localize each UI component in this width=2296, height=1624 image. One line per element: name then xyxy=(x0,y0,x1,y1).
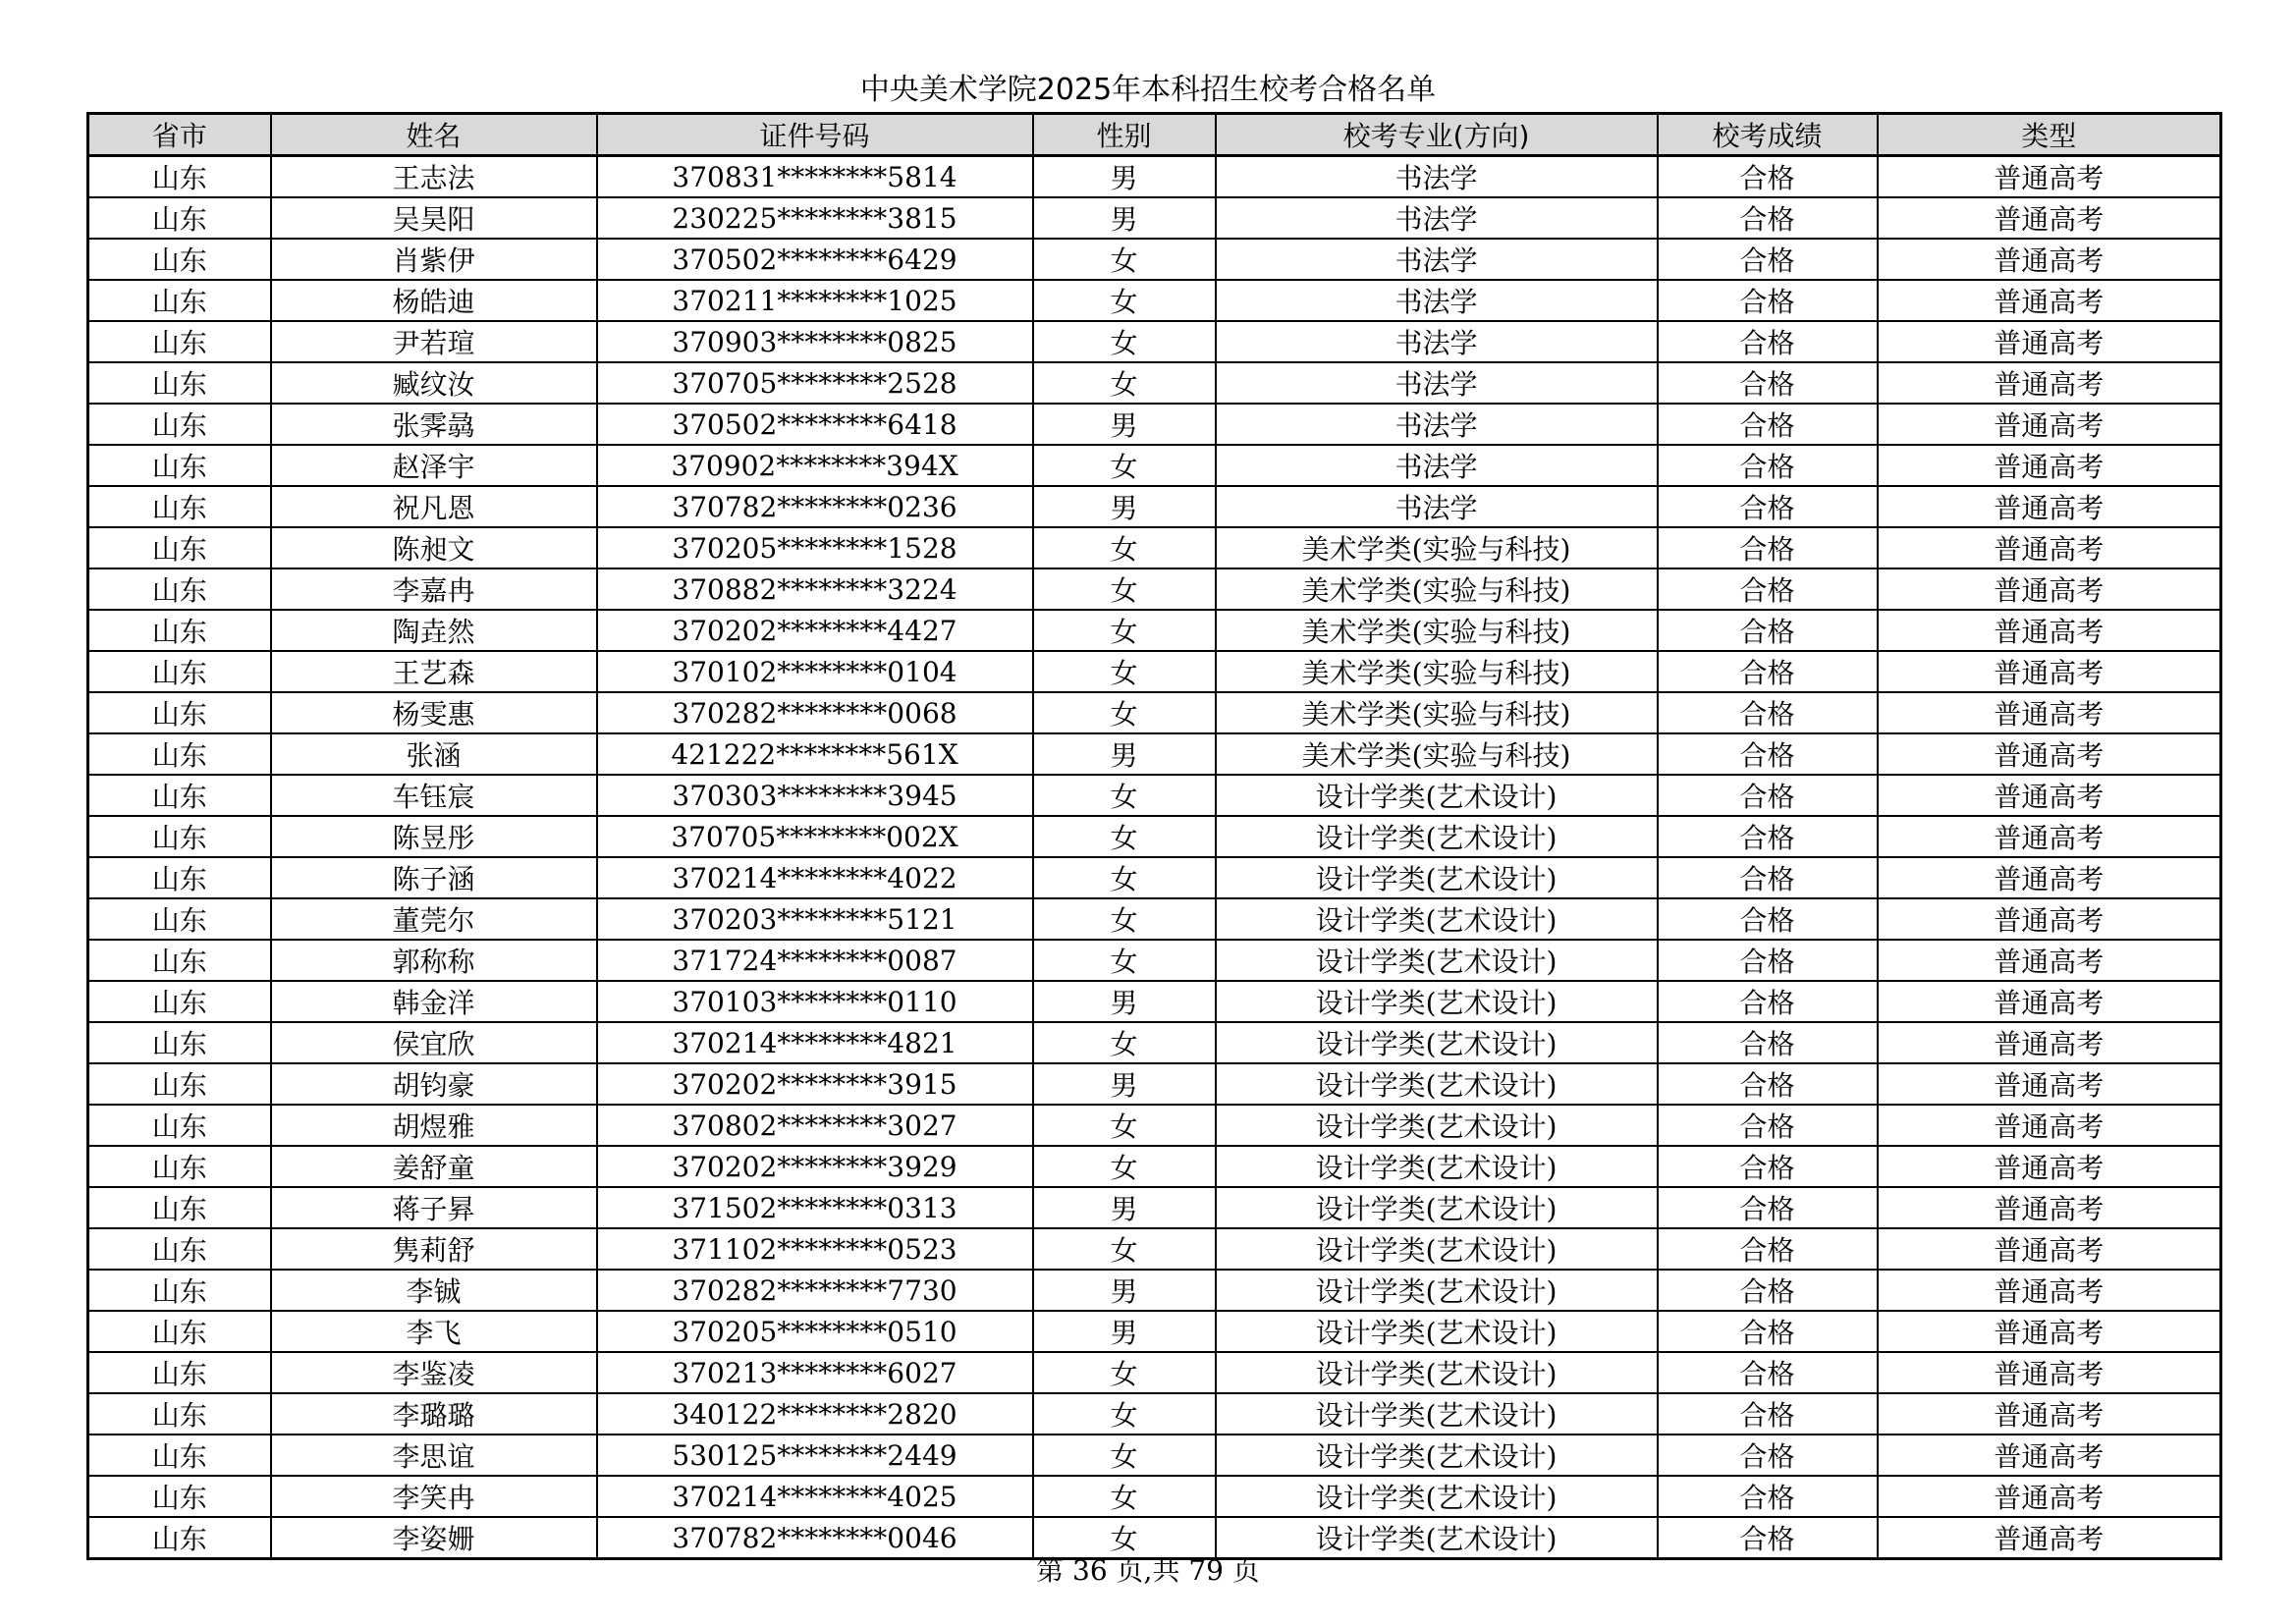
column-header-id-number: 证件号码 xyxy=(597,114,1033,156)
result-cell: 合格 xyxy=(1658,1063,1878,1105)
name-cell: 王艺森 xyxy=(271,651,597,692)
table-row xyxy=(88,239,2221,280)
id-number-cell: 370282********7730 xyxy=(597,1270,1033,1311)
major-cell: 书法学 xyxy=(1216,156,1658,198)
major-cell: 设计学类(艺术设计) xyxy=(1216,1187,1658,1228)
result-cell: 合格 xyxy=(1658,362,1878,404)
table-row xyxy=(88,651,2221,692)
province-cell: 山东 xyxy=(88,898,271,940)
gender-cell: 女 xyxy=(1033,1105,1216,1146)
major-cell: 设计学类(艺术设计) xyxy=(1216,1393,1658,1435)
result-cell: 合格 xyxy=(1658,527,1878,568)
name-cell: 陶垚然 xyxy=(271,610,597,651)
province-cell: 山东 xyxy=(88,362,271,404)
province-cell: 山东 xyxy=(88,1105,271,1146)
result-cell: 合格 xyxy=(1658,775,1878,816)
table-row xyxy=(88,197,2221,239)
type-cell: 普通高考 xyxy=(1878,1393,2221,1435)
table-row xyxy=(88,486,2221,527)
province-cell: 山东 xyxy=(88,981,271,1022)
result-cell: 合格 xyxy=(1658,404,1878,445)
gender-cell: 女 xyxy=(1033,651,1216,692)
type-cell: 普通高考 xyxy=(1878,1022,2221,1063)
major-cell: 设计学类(艺术设计) xyxy=(1216,1022,1658,1063)
result-cell: 合格 xyxy=(1658,857,1878,898)
type-cell: 普通高考 xyxy=(1878,1517,2221,1559)
name-cell: 李璐璐 xyxy=(271,1393,597,1435)
province-cell: 山东 xyxy=(88,1352,271,1393)
name-cell: 吴昊阳 xyxy=(271,197,597,239)
type-cell: 普通高考 xyxy=(1878,898,2221,940)
result-cell: 合格 xyxy=(1658,981,1878,1022)
gender-cell: 女 xyxy=(1033,940,1216,981)
table-row xyxy=(88,1105,2221,1146)
province-cell: 山东 xyxy=(88,568,271,610)
name-cell: 胡煜雅 xyxy=(271,1105,597,1146)
province-cell: 山东 xyxy=(88,527,271,568)
column-header-result: 校考成绩 xyxy=(1658,114,1878,156)
id-number-cell: 370214********4025 xyxy=(597,1476,1033,1517)
type-cell: 普通高考 xyxy=(1878,1352,2221,1393)
major-cell: 美术学类(实验与科技) xyxy=(1216,651,1658,692)
gender-cell: 女 xyxy=(1033,1435,1216,1476)
major-cell: 设计学类(艺术设计) xyxy=(1216,816,1658,857)
name-cell: 尹若瑄 xyxy=(271,321,597,362)
province-cell: 山东 xyxy=(88,1435,271,1476)
gender-cell: 男 xyxy=(1033,404,1216,445)
table-row xyxy=(88,445,2221,486)
result-cell: 合格 xyxy=(1658,940,1878,981)
type-cell: 普通高考 xyxy=(1878,775,2221,816)
id-number-cell: 370102********0104 xyxy=(597,651,1033,692)
province-cell: 山东 xyxy=(88,857,271,898)
major-cell: 美术学类(实验与科技) xyxy=(1216,527,1658,568)
gender-cell: 男 xyxy=(1033,486,1216,527)
result-cell: 合格 xyxy=(1658,733,1878,775)
gender-cell: 男 xyxy=(1033,197,1216,239)
table-row xyxy=(88,1311,2221,1352)
province-cell: 山东 xyxy=(88,1022,271,1063)
result-cell: 合格 xyxy=(1658,1105,1878,1146)
major-cell: 设计学类(艺术设计) xyxy=(1216,940,1658,981)
id-number-cell: 370705********2528 xyxy=(597,362,1033,404)
table-body xyxy=(88,156,2221,1559)
admission-table xyxy=(86,112,2222,1560)
gender-cell: 女 xyxy=(1033,1022,1216,1063)
province-cell: 山东 xyxy=(88,775,271,816)
gender-cell: 女 xyxy=(1033,1146,1216,1187)
province-cell: 山东 xyxy=(88,651,271,692)
type-cell: 普通高考 xyxy=(1878,816,2221,857)
type-cell: 普通高考 xyxy=(1878,486,2221,527)
name-cell: 侯宜欣 xyxy=(271,1022,597,1063)
type-cell: 普通高考 xyxy=(1878,404,2221,445)
province-cell: 山东 xyxy=(88,610,271,651)
id-number-cell: 371102********0523 xyxy=(597,1228,1033,1270)
major-cell: 书法学 xyxy=(1216,362,1658,404)
id-number-cell: 421222********561X xyxy=(597,733,1033,775)
name-cell: 蒋子昪 xyxy=(271,1187,597,1228)
name-cell: 陈子涵 xyxy=(271,857,597,898)
gender-cell: 男 xyxy=(1033,1187,1216,1228)
province-cell: 山东 xyxy=(88,1146,271,1187)
table-row xyxy=(88,404,2221,445)
name-cell: 李姿姗 xyxy=(271,1517,597,1559)
id-number-cell: 370303********3945 xyxy=(597,775,1033,816)
name-cell: 胡钧豪 xyxy=(271,1063,597,1105)
name-cell: 肖紫伊 xyxy=(271,239,597,280)
result-cell: 合格 xyxy=(1658,1476,1878,1517)
province-cell: 山东 xyxy=(88,1517,271,1559)
type-cell: 普通高考 xyxy=(1878,692,2221,733)
table-row xyxy=(88,1476,2221,1517)
name-cell: 郭称称 xyxy=(271,940,597,981)
table-row xyxy=(88,898,2221,940)
column-header-gender: 性别 xyxy=(1033,114,1216,156)
id-number-cell: 370903********0825 xyxy=(597,321,1033,362)
major-cell: 书法学 xyxy=(1216,445,1658,486)
province-cell: 山东 xyxy=(88,486,271,527)
major-cell: 设计学类(艺术设计) xyxy=(1216,775,1658,816)
table-row xyxy=(88,156,2221,198)
major-cell: 美术学类(实验与科技) xyxy=(1216,568,1658,610)
id-number-cell: 370902********394X xyxy=(597,445,1033,486)
major-cell: 书法学 xyxy=(1216,197,1658,239)
table-row xyxy=(88,1022,2221,1063)
name-cell: 赵泽宇 xyxy=(271,445,597,486)
name-cell: 祝凡恩 xyxy=(271,486,597,527)
type-cell: 普通高考 xyxy=(1878,239,2221,280)
result-cell: 合格 xyxy=(1658,486,1878,527)
name-cell: 李嘉冉 xyxy=(271,568,597,610)
type-cell: 普通高考 xyxy=(1878,1270,2221,1311)
major-cell: 设计学类(艺术设计) xyxy=(1216,1476,1658,1517)
gender-cell: 女 xyxy=(1033,1476,1216,1517)
page-title: 中央美术学院2025年本科招生校考合格名单 xyxy=(859,73,1437,107)
type-cell: 普通高考 xyxy=(1878,1476,2221,1517)
gender-cell: 女 xyxy=(1033,857,1216,898)
id-number-cell: 370705********002X xyxy=(597,816,1033,857)
type-cell: 普通高考 xyxy=(1878,1435,2221,1476)
result-cell: 合格 xyxy=(1658,1022,1878,1063)
column-header-province: 省市 xyxy=(88,114,271,156)
table-row xyxy=(88,321,2221,362)
province-cell: 山东 xyxy=(88,321,271,362)
type-cell: 普通高考 xyxy=(1878,981,2221,1022)
id-number-cell: 370202********3915 xyxy=(597,1063,1033,1105)
table-row xyxy=(88,362,2221,404)
province-cell: 山东 xyxy=(88,1270,271,1311)
gender-cell: 男 xyxy=(1033,1311,1216,1352)
table-row xyxy=(88,1228,2221,1270)
table-row xyxy=(88,940,2221,981)
major-cell: 设计学类(艺术设计) xyxy=(1216,1228,1658,1270)
id-number-cell: 370202********3929 xyxy=(597,1146,1033,1187)
gender-cell: 女 xyxy=(1033,280,1216,321)
gender-cell: 男 xyxy=(1033,981,1216,1022)
name-cell: 李笑冉 xyxy=(271,1476,597,1517)
type-cell: 普通高考 xyxy=(1878,733,2221,775)
id-number-cell: 370211********1025 xyxy=(597,280,1033,321)
result-cell: 合格 xyxy=(1658,445,1878,486)
table-row xyxy=(88,1393,2221,1435)
gender-cell: 男 xyxy=(1033,733,1216,775)
name-cell: 姜舒童 xyxy=(271,1146,597,1187)
id-number-cell: 340122********2820 xyxy=(597,1393,1033,1435)
major-cell: 设计学类(艺术设计) xyxy=(1216,898,1658,940)
table-row xyxy=(88,1435,2221,1476)
table-row xyxy=(88,527,2221,568)
gender-cell: 男 xyxy=(1033,1270,1216,1311)
table-row xyxy=(88,1352,2221,1393)
name-cell: 臧纹汝 xyxy=(271,362,597,404)
column-header-major: 校考专业(方向) xyxy=(1216,114,1658,156)
gender-cell: 女 xyxy=(1033,362,1216,404)
table-row xyxy=(88,692,2221,733)
type-cell: 普通高考 xyxy=(1878,568,2221,610)
result-cell: 合格 xyxy=(1658,1352,1878,1393)
id-number-cell: 370214********4022 xyxy=(597,857,1033,898)
table-row xyxy=(88,857,2221,898)
gender-cell: 女 xyxy=(1033,445,1216,486)
column-header-type: 类型 xyxy=(1878,114,2221,156)
result-cell: 合格 xyxy=(1658,1228,1878,1270)
province-cell: 山东 xyxy=(88,404,271,445)
name-cell: 张霁骉 xyxy=(271,404,597,445)
type-cell: 普通高考 xyxy=(1878,280,2221,321)
major-cell: 设计学类(艺术设计) xyxy=(1216,1517,1658,1559)
table-row xyxy=(88,280,2221,321)
table-row xyxy=(88,816,2221,857)
type-cell: 普通高考 xyxy=(1878,940,2221,981)
result-cell: 合格 xyxy=(1658,1146,1878,1187)
gender-cell: 女 xyxy=(1033,321,1216,362)
name-cell: 隽莉舒 xyxy=(271,1228,597,1270)
gender-cell: 女 xyxy=(1033,775,1216,816)
name-cell: 杨皓迪 xyxy=(271,280,597,321)
province-cell: 山东 xyxy=(88,1228,271,1270)
province-cell: 山东 xyxy=(88,1187,271,1228)
result-cell: 合格 xyxy=(1658,1187,1878,1228)
table-row xyxy=(88,775,2221,816)
gender-cell: 男 xyxy=(1033,1063,1216,1105)
major-cell: 美术学类(实验与科技) xyxy=(1216,733,1658,775)
id-number-cell: 370502********6429 xyxy=(597,239,1033,280)
type-cell: 普通高考 xyxy=(1878,362,2221,404)
gender-cell: 女 xyxy=(1033,527,1216,568)
gender-cell: 女 xyxy=(1033,1352,1216,1393)
id-number-cell: 370213********6027 xyxy=(597,1352,1033,1393)
province-cell: 山东 xyxy=(88,816,271,857)
major-cell: 设计学类(艺术设计) xyxy=(1216,1146,1658,1187)
type-cell: 普通高考 xyxy=(1878,1146,2221,1187)
result-cell: 合格 xyxy=(1658,280,1878,321)
result-cell: 合格 xyxy=(1658,1270,1878,1311)
name-cell: 韩金洋 xyxy=(271,981,597,1022)
gender-cell: 女 xyxy=(1033,239,1216,280)
major-cell: 设计学类(艺术设计) xyxy=(1216,1311,1658,1352)
result-cell: 合格 xyxy=(1658,651,1878,692)
major-cell: 书法学 xyxy=(1216,486,1658,527)
gender-cell: 男 xyxy=(1033,156,1216,198)
major-cell: 美术学类(实验与科技) xyxy=(1216,610,1658,651)
major-cell: 设计学类(艺术设计) xyxy=(1216,1435,1658,1476)
result-cell: 合格 xyxy=(1658,816,1878,857)
gender-cell: 女 xyxy=(1033,692,1216,733)
province-cell: 山东 xyxy=(88,280,271,321)
result-cell: 合格 xyxy=(1658,1393,1878,1435)
result-cell: 合格 xyxy=(1658,239,1878,280)
province-cell: 山东 xyxy=(88,1476,271,1517)
name-cell: 王志法 xyxy=(271,156,597,198)
table-header-row xyxy=(88,114,2221,156)
type-cell: 普通高考 xyxy=(1878,527,2221,568)
province-cell: 山东 xyxy=(88,239,271,280)
province-cell: 山东 xyxy=(88,1311,271,1352)
name-cell: 李思谊 xyxy=(271,1435,597,1476)
result-cell: 合格 xyxy=(1658,568,1878,610)
id-number-cell: 370202********4427 xyxy=(597,610,1033,651)
type-cell: 普通高考 xyxy=(1878,445,2221,486)
id-number-cell: 370203********5121 xyxy=(597,898,1033,940)
type-cell: 普通高考 xyxy=(1878,321,2221,362)
gender-cell: 女 xyxy=(1033,816,1216,857)
result-cell: 合格 xyxy=(1658,1311,1878,1352)
id-number-cell: 370782********0236 xyxy=(597,486,1033,527)
major-cell: 设计学类(艺术设计) xyxy=(1216,1352,1658,1393)
result-cell: 合格 xyxy=(1658,692,1878,733)
province-cell: 山东 xyxy=(88,1393,271,1435)
result-cell: 合格 xyxy=(1658,610,1878,651)
type-cell: 普通高考 xyxy=(1878,610,2221,651)
name-cell: 杨雯惠 xyxy=(271,692,597,733)
province-cell: 山东 xyxy=(88,1063,271,1105)
id-number-cell: 370205********0510 xyxy=(597,1311,1033,1352)
page-footer: 第 36 页,共 79 页 xyxy=(1036,1554,1260,1587)
name-cell: 李铖 xyxy=(271,1270,597,1311)
province-cell: 山东 xyxy=(88,156,271,198)
gender-cell: 女 xyxy=(1033,898,1216,940)
major-cell: 设计学类(艺术设计) xyxy=(1216,1270,1658,1311)
province-cell: 山东 xyxy=(88,445,271,486)
id-number-cell: 370782********0046 xyxy=(597,1517,1033,1559)
province-cell: 山东 xyxy=(88,197,271,239)
name-cell: 李鉴凌 xyxy=(271,1352,597,1393)
id-number-cell: 370802********3027 xyxy=(597,1105,1033,1146)
name-cell: 陈昶文 xyxy=(271,527,597,568)
major-cell: 书法学 xyxy=(1216,239,1658,280)
gender-cell: 女 xyxy=(1033,1228,1216,1270)
table-row xyxy=(88,568,2221,610)
province-cell: 山东 xyxy=(88,733,271,775)
result-cell: 合格 xyxy=(1658,1517,1878,1559)
table-row xyxy=(88,610,2221,651)
major-cell: 设计学类(艺术设计) xyxy=(1216,1105,1658,1146)
table-row xyxy=(88,1270,2221,1311)
gender-cell: 女 xyxy=(1033,1517,1216,1559)
id-number-cell: 370214********4821 xyxy=(597,1022,1033,1063)
id-number-cell: 370103********0110 xyxy=(597,981,1033,1022)
name-cell: 董莞尔 xyxy=(271,898,597,940)
type-cell: 普通高考 xyxy=(1878,1228,2221,1270)
name-cell: 张涵 xyxy=(271,733,597,775)
major-cell: 书法学 xyxy=(1216,404,1658,445)
gender-cell: 女 xyxy=(1033,610,1216,651)
table-row xyxy=(88,1146,2221,1187)
major-cell: 书法学 xyxy=(1216,280,1658,321)
result-cell: 合格 xyxy=(1658,1435,1878,1476)
gender-cell: 女 xyxy=(1033,1393,1216,1435)
type-cell: 普通高考 xyxy=(1878,1311,2221,1352)
result-cell: 合格 xyxy=(1658,156,1878,198)
major-cell: 设计学类(艺术设计) xyxy=(1216,981,1658,1022)
id-number-cell: 370205********1528 xyxy=(597,527,1033,568)
table-row xyxy=(88,981,2221,1022)
id-number-cell: 230225********3815 xyxy=(597,197,1033,239)
type-cell: 普通高考 xyxy=(1878,1187,2221,1228)
major-cell: 美术学类(实验与科技) xyxy=(1216,692,1658,733)
major-cell: 设计学类(艺术设计) xyxy=(1216,857,1658,898)
name-cell: 李飞 xyxy=(271,1311,597,1352)
id-number-cell: 370831********5814 xyxy=(597,156,1033,198)
id-number-cell: 371724********0087 xyxy=(597,940,1033,981)
province-cell: 山东 xyxy=(88,692,271,733)
province-cell: 山东 xyxy=(88,940,271,981)
id-number-cell: 370502********6418 xyxy=(597,404,1033,445)
type-cell: 普通高考 xyxy=(1878,857,2221,898)
gender-cell: 女 xyxy=(1033,568,1216,610)
id-number-cell: 371502********0313 xyxy=(597,1187,1033,1228)
table-row xyxy=(88,1187,2221,1228)
column-header-name: 姓名 xyxy=(271,114,597,156)
major-cell: 设计学类(艺术设计) xyxy=(1216,1063,1658,1105)
type-cell: 普通高考 xyxy=(1878,651,2221,692)
id-number-cell: 370882********3224 xyxy=(597,568,1033,610)
result-cell: 合格 xyxy=(1658,321,1878,362)
name-cell: 车钰宸 xyxy=(271,775,597,816)
type-cell: 普通高考 xyxy=(1878,156,2221,198)
table-row xyxy=(88,1063,2221,1105)
name-cell: 陈昱彤 xyxy=(271,816,597,857)
type-cell: 普通高考 xyxy=(1878,197,2221,239)
result-cell: 合格 xyxy=(1658,898,1878,940)
type-cell: 普通高考 xyxy=(1878,1105,2221,1146)
id-number-cell: 530125********2449 xyxy=(597,1435,1033,1476)
result-cell: 合格 xyxy=(1658,197,1878,239)
id-number-cell: 370282********0068 xyxy=(597,692,1033,733)
table-row xyxy=(88,733,2221,775)
major-cell: 书法学 xyxy=(1216,321,1658,362)
type-cell: 普通高考 xyxy=(1878,1063,2221,1105)
